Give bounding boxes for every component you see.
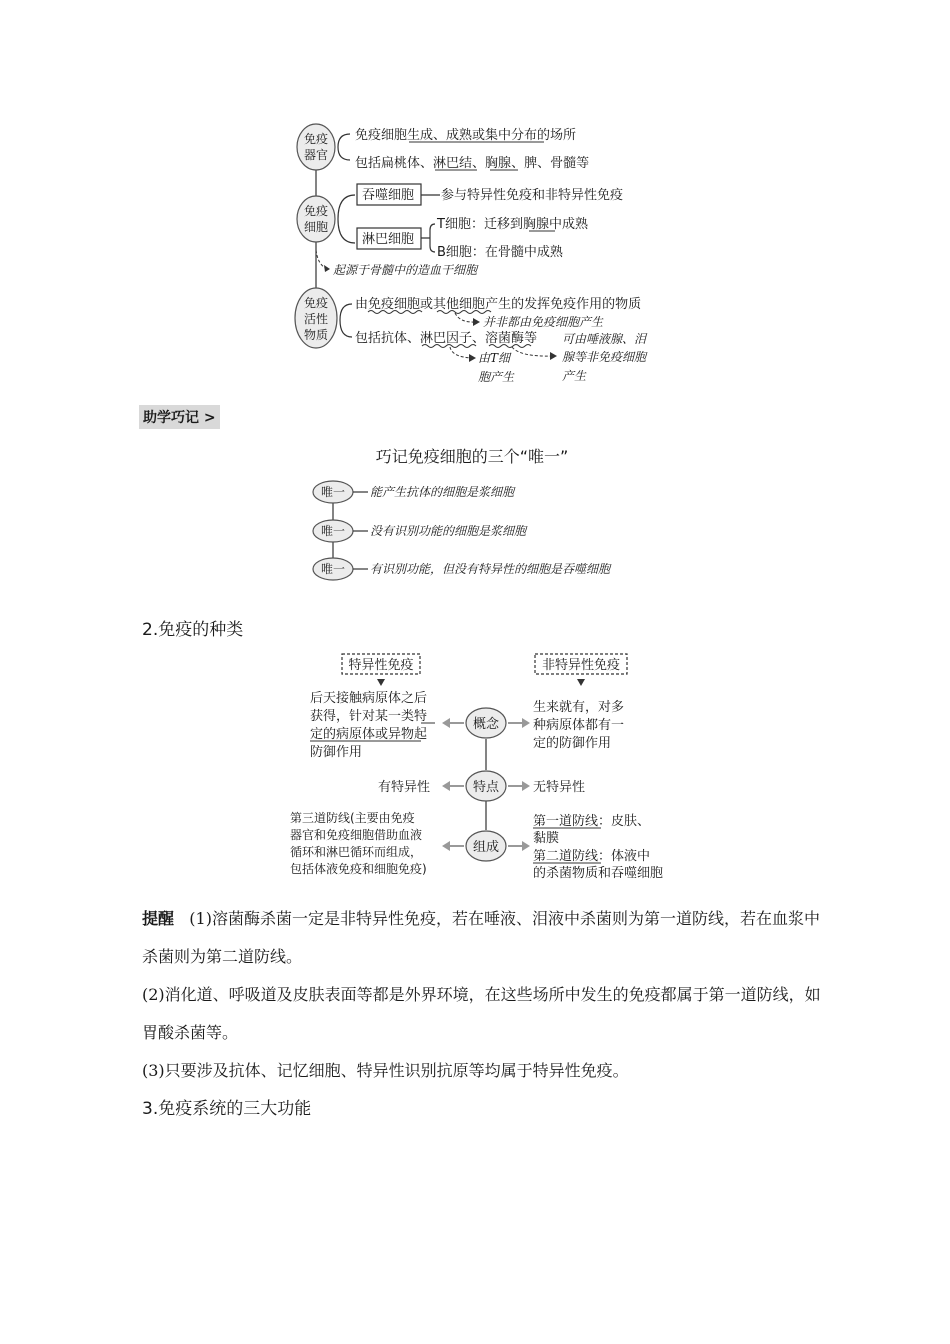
nonspec-comp-2: 黏膜 [533,831,560,846]
memory-tip-tag: 助学巧记 > [139,405,220,429]
cell-node-label-2: 细胞 [303,220,329,234]
cell-brace [338,195,355,243]
organ-node-label-2: 器官 [303,148,329,162]
spec-comp-3: 循环和淋巴循环而组成， [290,845,423,859]
spec-comp-4: 包括体液免疫和细胞免疫) [290,862,427,876]
spec-concept-1: 后天接触病原体之后 [310,691,428,706]
not-all-arrow [455,313,476,322]
active-line1: 由免疫细胞或其他细胞产生的发挥免疫作用的物质 [355,297,642,312]
lyso-note-arrow [512,347,553,356]
spec-concept-4: 防御作用 [310,745,363,760]
spec-concept-3: 定的病原体或异物起 [310,727,428,742]
feature-label: 特点 [472,780,500,795]
organ-node [297,124,335,170]
active-line2: 包括抗体、淋巴因子、溶菌酶等 [355,331,538,346]
section2-heading: 2.免疫的种类 [142,620,244,640]
organ-brace [338,134,350,160]
t-cell-line: T细胞：迁移到胸腺中成熟 [437,217,588,232]
not-all-note: 并非都由免疫细胞产生 [483,315,604,329]
t-cell-note-1: 由T细 [478,351,511,365]
nonspec-feature: 无特异性 [533,780,586,795]
lyso-note-1: 可由唾液腺、泪 [562,332,647,346]
unique-node-3-label: 唯一 [320,562,346,576]
memory-tip-title: 巧记免疫细胞的三个“唯一” [375,447,569,466]
composition-label: 组成 [472,840,500,855]
concept-label: 概念 [472,717,500,732]
b-cell-line: B细胞：在骨髓中成熟 [437,245,563,260]
unique-text-2: 没有识别功能的细胞是浆细胞 [370,524,527,538]
unique-text-1: 能产生抗体的细胞是浆细胞 [370,485,515,499]
nonspec-concept-1: 生来就有，对多 [533,700,625,715]
spec-feature: 有特异性 [378,780,431,795]
reminder-label: 提醒 [142,909,175,928]
nonspec-comp-3: 第二道防线：体液中 [533,849,651,864]
specific-label: 特异性免疫 [348,658,414,673]
spec-concept-2: 获得，针对某一类特 [310,709,428,724]
immunity-types-diagram [290,654,663,881]
unique-node-2-label: 唯一 [320,524,346,538]
nonspec-concept-2: 种病原体都有一 [533,718,625,733]
active-node-label-1: 免疫 [303,296,329,310]
organ-node-label-1: 免疫 [303,132,329,146]
phagocyte-label: 吞噬细胞 [362,188,415,203]
lymphocyte-label: 淋巴细胞 [362,232,415,247]
spec-comp-1: 第三道防线(主要由免疫 [290,811,415,825]
active-node-label-2: 活性 [303,312,329,326]
memory-tip [313,447,612,580]
cell-node [297,196,335,242]
t-cell-note-2: 胞产生 [478,370,515,384]
nonspec-comp-4: 的杀菌物质和吞噬细胞 [533,866,664,881]
nonspecific-label: 非特异性免疫 [541,658,621,673]
reminder-p2: (2)消化道、呼吸道及皮肤表面等都是外界环境，在这些场所中发生的免疫都属于第一道防线，如胃酸杀菌等。 [142,985,821,1042]
unique-text-3: 有识别功能，但没有特异性的细胞是吞噬细胞 [370,562,611,576]
t-cell-note-arrow [450,347,472,358]
nonspec-comp-1: 第一道防线：皮肤、 [533,814,651,829]
section3-heading: 3.免疫系统的三大功能 [142,1099,312,1119]
reminder-text-1: (1)溶菌酶杀菌一定是非特异性免疫，若在唾液、泪液中杀菌则为第一道防线，若在血浆中杀菌则为第二道防线。 [142,909,820,966]
reminder-p1 [142,900,822,976]
organ-line1: 免疫细胞生成、成熟或集中分布的场所 [355,128,577,143]
active-brace [340,304,352,337]
lyso-note-2: 腺等非免疫细胞 [562,350,647,364]
lyso-note-3: 产生 [562,369,587,383]
active-node-label-3: 物质 [303,328,329,342]
nonspec-concept-3: 定的防御作用 [533,736,612,751]
stem-note: 起源于骨髓中的造血干细胞 [333,263,478,277]
phagocyte-desc: 参与特异性免疫和非特异性免疫 [441,188,624,203]
stem-note-arrow [316,250,328,269]
reminder-p3: (3)只要涉及抗体、记忆细胞、特异性识别抗原等均属于特异性免疫。 [142,1061,629,1080]
organ-line2: 包括扁桃体、淋巴结、胸腺、脾、骨髓等 [355,156,590,171]
spec-comp-2: 器官和免疫细胞借助血液 [290,828,423,842]
immune-system-diagram [295,124,648,384]
lymphocyte-brace [421,224,435,252]
cell-node-label-1: 免疫 [303,204,329,218]
unique-node-1-label: 唯一 [320,485,346,499]
